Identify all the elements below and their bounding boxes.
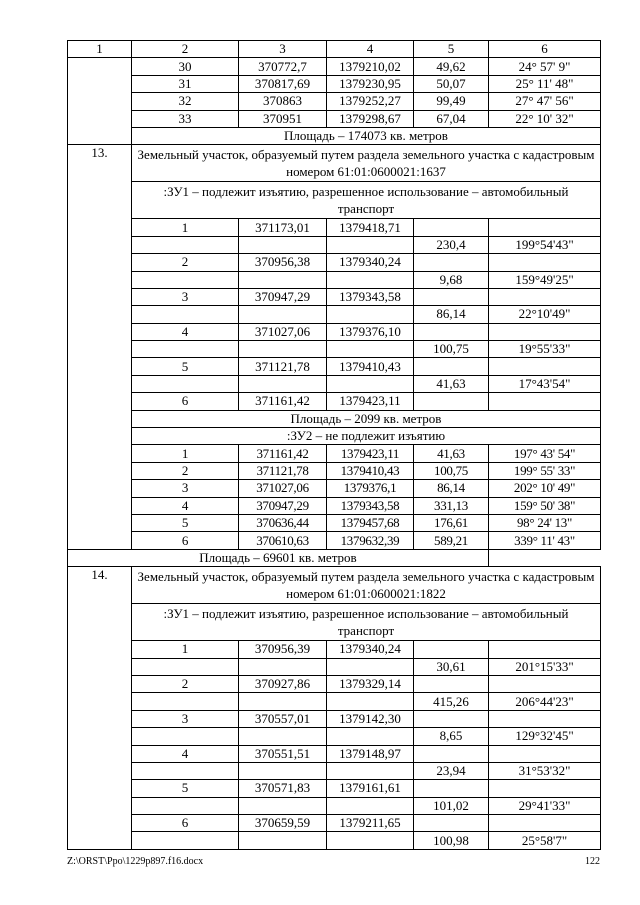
header-row (68, 41, 601, 58)
table-cell: 22° 10' 32" (489, 110, 601, 127)
segment-angle: 19°55'33" (489, 341, 601, 358)
coordinates-table-body (68, 41, 601, 850)
empty-cell (239, 832, 327, 849)
table-cell: 1379376,1 (327, 480, 414, 497)
point-x: 370947,29 (239, 288, 327, 305)
segment-length: 100,75 (414, 341, 489, 358)
empty-cell (239, 762, 327, 779)
empty-cell (327, 728, 414, 745)
empty-cell (489, 710, 601, 727)
area-row (68, 549, 601, 566)
empty-cell (414, 815, 489, 832)
table-cell: 4 (132, 497, 239, 514)
point-row (68, 358, 601, 375)
point-row (68, 675, 601, 692)
table-cell: 1379410,43 (327, 462, 414, 479)
table-cell: 370951 (239, 110, 327, 127)
area-cell: Площадь – 2099 кв. метров (132, 410, 601, 427)
point-y: 1379142,30 (327, 710, 414, 727)
table-cell: 1379298,67 (327, 110, 414, 127)
empty-cell (327, 271, 414, 288)
point-y: 1379161,61 (327, 780, 414, 797)
table-row (68, 93, 601, 110)
point-row (68, 254, 601, 271)
table-cell: 370817,69 (239, 75, 327, 92)
table-cell: 370772,7 (239, 58, 327, 75)
item-number: 13. (68, 145, 132, 549)
empty-cell (327, 693, 414, 710)
column-header: 4 (327, 41, 414, 58)
table-cell: 370863 (239, 93, 327, 110)
table-cell: 50,07 (414, 75, 489, 92)
point-x: 371027,06 (239, 323, 327, 340)
empty-cell (132, 728, 239, 745)
table-cell: 1 (132, 445, 239, 462)
point-number: 5 (132, 780, 239, 797)
segment-row (68, 693, 601, 710)
empty-cell (489, 219, 601, 236)
empty-cell (489, 675, 601, 692)
segment-length: 230,4 (414, 236, 489, 253)
point-row (68, 288, 601, 305)
empty-cell (414, 393, 489, 410)
empty-cell (414, 780, 489, 797)
zu-title: :ЗУ1 – подлежит изъятию, разрешенное использование – автомобильный транспорт (132, 604, 601, 641)
segment-angle: 159°49'25" (489, 271, 601, 288)
empty-cell (132, 236, 239, 253)
segment-length: 41,63 (414, 375, 489, 392)
area-cell: Площадь – 69601 кв. метров (68, 549, 489, 566)
table-cell: 1379423,11 (327, 445, 414, 462)
empty-cell (414, 288, 489, 305)
empty-cell (239, 306, 327, 323)
segment-length: 9,68 (414, 271, 489, 288)
empty-cell (327, 375, 414, 392)
table-row (68, 462, 601, 479)
table-row (68, 532, 601, 549)
point-y: 1379148,97 (327, 745, 414, 762)
empty-cell (327, 832, 414, 849)
item-description: Земельный участок, образуемый путем раздела земельного участка с кадастровым номером 61:01:0600021:1637 (132, 145, 601, 182)
point-y: 1379418,71 (327, 219, 414, 236)
table-cell: 1379230,95 (327, 75, 414, 92)
table-cell: 370947,29 (239, 497, 327, 514)
segment-length: 101,02 (414, 797, 489, 814)
table-cell: 25° 11' 48" (489, 75, 601, 92)
empty-cell (132, 375, 239, 392)
empty-cell (489, 393, 601, 410)
column-header: 6 (489, 41, 601, 58)
segment-length: 30,61 (414, 658, 489, 675)
column-header: 5 (414, 41, 489, 58)
table-cell: 371121,78 (239, 462, 327, 479)
table-cell: 49,62 (414, 58, 489, 75)
table-cell: 86,14 (414, 480, 489, 497)
segment-length: 8,65 (414, 728, 489, 745)
table-cell: 331,13 (414, 497, 489, 514)
table-cell: 98° 24' 13" (489, 514, 601, 531)
segment-row (68, 832, 601, 849)
point-y: 1379423,11 (327, 393, 414, 410)
point-x: 371173,01 (239, 219, 327, 236)
segment-row (68, 762, 601, 779)
point-row (68, 745, 601, 762)
point-y: 1379329,14 (327, 675, 414, 692)
segment-length: 23,94 (414, 762, 489, 779)
segment-row (68, 728, 601, 745)
table-cell: 370610,63 (239, 532, 327, 549)
table-cell: 67,04 (414, 110, 489, 127)
table-cell: 176,61 (414, 514, 489, 531)
item-description: Земельный участок, образуемый путем раздела земельного участка с кадастровым номером 61:01:0600021:1822 (132, 567, 601, 604)
table-cell: 6 (132, 532, 239, 549)
point-x: 370551,51 (239, 745, 327, 762)
table-cell: 1379632,39 (327, 532, 414, 549)
point-x: 370571,83 (239, 780, 327, 797)
point-row (68, 710, 601, 727)
table-cell: 31 (132, 75, 239, 92)
segment-angle: 201°15'33" (489, 658, 601, 675)
point-x: 370659,59 (239, 815, 327, 832)
table-cell: 371161,42 (239, 445, 327, 462)
empty-cell (327, 341, 414, 358)
point-x: 371121,78 (239, 358, 327, 375)
empty-cell (489, 323, 601, 340)
table-cell: 5 (132, 514, 239, 531)
table-cell: 24° 57' 9" (489, 58, 601, 75)
point-row (68, 219, 601, 236)
table-cell: 589,21 (414, 532, 489, 549)
empty-cell (239, 728, 327, 745)
segment-angle: 31°53'32" (489, 762, 601, 779)
point-x: 370956,39 (239, 641, 327, 658)
point-x: 370927,86 (239, 675, 327, 692)
zu-title: :ЗУ1 – подлежит изъятию, разрешенное использование – автомобильный транспорт (132, 182, 601, 219)
table-row (68, 75, 601, 92)
point-y: 1379376,10 (327, 323, 414, 340)
table-row (68, 514, 601, 531)
point-y: 1379340,24 (327, 254, 414, 271)
empty-cell (414, 710, 489, 727)
point-y: 1379343,58 (327, 288, 414, 305)
footer-file-path: Z:\ORST\Ppo\1229p897.f16.docx (67, 856, 204, 867)
point-row (68, 815, 601, 832)
segment-row (68, 375, 601, 392)
empty-cell (327, 797, 414, 814)
empty-cell (239, 236, 327, 253)
table-cell: 1379343,58 (327, 497, 414, 514)
table-cell: 30 (132, 58, 239, 75)
table-cell: 1379252,27 (327, 93, 414, 110)
empty-cell (489, 641, 601, 658)
table-cell: 159° 50' 38" (489, 497, 601, 514)
column-header: 1 (68, 41, 132, 58)
table-cell: 32 (132, 93, 239, 110)
table-cell: 41,63 (414, 445, 489, 462)
empty-cell (132, 658, 239, 675)
empty-cell (239, 271, 327, 288)
table-row (68, 58, 601, 75)
column-header: 3 (239, 41, 327, 58)
point-x: 371161,42 (239, 393, 327, 410)
point-row (68, 323, 601, 340)
point-x: 370956,38 (239, 254, 327, 271)
segment-angle: 22°10'49" (489, 306, 601, 323)
empty-cell (132, 693, 239, 710)
table-cell: 371027,06 (239, 480, 327, 497)
point-number: 3 (132, 710, 239, 727)
item-number: 14. (68, 567, 132, 850)
segment-row (68, 306, 601, 323)
table-cell: 1379210,02 (327, 58, 414, 75)
point-y: 1379211,65 (327, 815, 414, 832)
table-cell: 99,49 (414, 93, 489, 110)
point-number: 2 (132, 254, 239, 271)
empty-cell (132, 341, 239, 358)
point-x: 370557,01 (239, 710, 327, 727)
area-cell: Площадь – 174073 кв. метров (132, 127, 601, 144)
segment-row (68, 658, 601, 675)
empty-cell (327, 236, 414, 253)
point-number: 1 (132, 219, 239, 236)
empty-number-cell (68, 58, 132, 145)
table-cell: 33 (132, 110, 239, 127)
empty-cell (327, 306, 414, 323)
empty-cell (489, 745, 601, 762)
point-number: 4 (132, 323, 239, 340)
table-row (68, 110, 601, 127)
segment-angle: 25°58'7" (489, 832, 601, 849)
segment-length: 100,98 (414, 832, 489, 849)
empty-cell (132, 797, 239, 814)
point-number: 4 (132, 745, 239, 762)
empty-cell (132, 271, 239, 288)
table-cell: 2 (132, 462, 239, 479)
point-number: 3 (132, 288, 239, 305)
table-cell: 339° 11' 43" (489, 532, 601, 549)
segment-row (68, 236, 601, 253)
empty-cell (414, 641, 489, 658)
segment-row (68, 797, 601, 814)
point-row (68, 780, 601, 797)
empty-cell (414, 358, 489, 375)
empty-cell (414, 745, 489, 762)
segment-row (68, 341, 601, 358)
point-row (68, 393, 601, 410)
empty-cell (489, 288, 601, 305)
empty-cell (132, 306, 239, 323)
table-cell: 199° 55' 33" (489, 462, 601, 479)
point-number: 5 (132, 358, 239, 375)
table-cell: 3 (132, 480, 239, 497)
empty-cell (489, 254, 601, 271)
empty-cell (327, 762, 414, 779)
area-row (68, 127, 601, 144)
segment-angle: 17°43'54" (489, 375, 601, 392)
point-number: 1 (132, 641, 239, 658)
table-cell: 370636,44 (239, 514, 327, 531)
table-row (68, 497, 601, 514)
empty-cell (239, 797, 327, 814)
segment-angle: 206°44'23" (489, 693, 601, 710)
empty-cell (489, 780, 601, 797)
footer-page-number: 122 (585, 856, 600, 867)
segment-angle: 199°54'43" (489, 236, 601, 253)
empty-cell (132, 832, 239, 849)
empty-cell (239, 693, 327, 710)
point-number: 6 (132, 393, 239, 410)
table-row (68, 445, 601, 462)
empty-cell (239, 658, 327, 675)
segment-angle: 129°32'45" (489, 728, 601, 745)
point-number: 2 (132, 675, 239, 692)
empty-cell (414, 254, 489, 271)
empty-cell (239, 341, 327, 358)
segment-length: 86,14 (414, 306, 489, 323)
empty-cell (414, 323, 489, 340)
table-cell: 27° 47' 56" (489, 93, 601, 110)
empty-cell (414, 219, 489, 236)
empty-cell (489, 358, 601, 375)
table-cell: 197° 43' 54" (489, 445, 601, 462)
area-row (68, 410, 601, 427)
point-y: 1379410,43 (327, 358, 414, 375)
point-number: 6 (132, 815, 239, 832)
empty-cell (239, 375, 327, 392)
segment-row (68, 271, 601, 288)
table-cell: 1379457,68 (327, 514, 414, 531)
table-row (68, 480, 601, 497)
empty-cell (489, 815, 601, 832)
table-cell: 202° 10' 49" (489, 480, 601, 497)
empty-cell (327, 658, 414, 675)
segment-angle: 29°41'33" (489, 797, 601, 814)
column-header: 2 (132, 41, 239, 58)
table-cell: 100,75 (414, 462, 489, 479)
coordinates-table (67, 40, 601, 850)
zu-title-row (68, 428, 601, 445)
empty-cell (132, 762, 239, 779)
segment-length: 415,26 (414, 693, 489, 710)
point-row (68, 641, 601, 658)
zu-title: :ЗУ2 – не подлежит изъятию (132, 428, 601, 445)
point-y: 1379340,24 (327, 641, 414, 658)
empty-cell (414, 675, 489, 692)
